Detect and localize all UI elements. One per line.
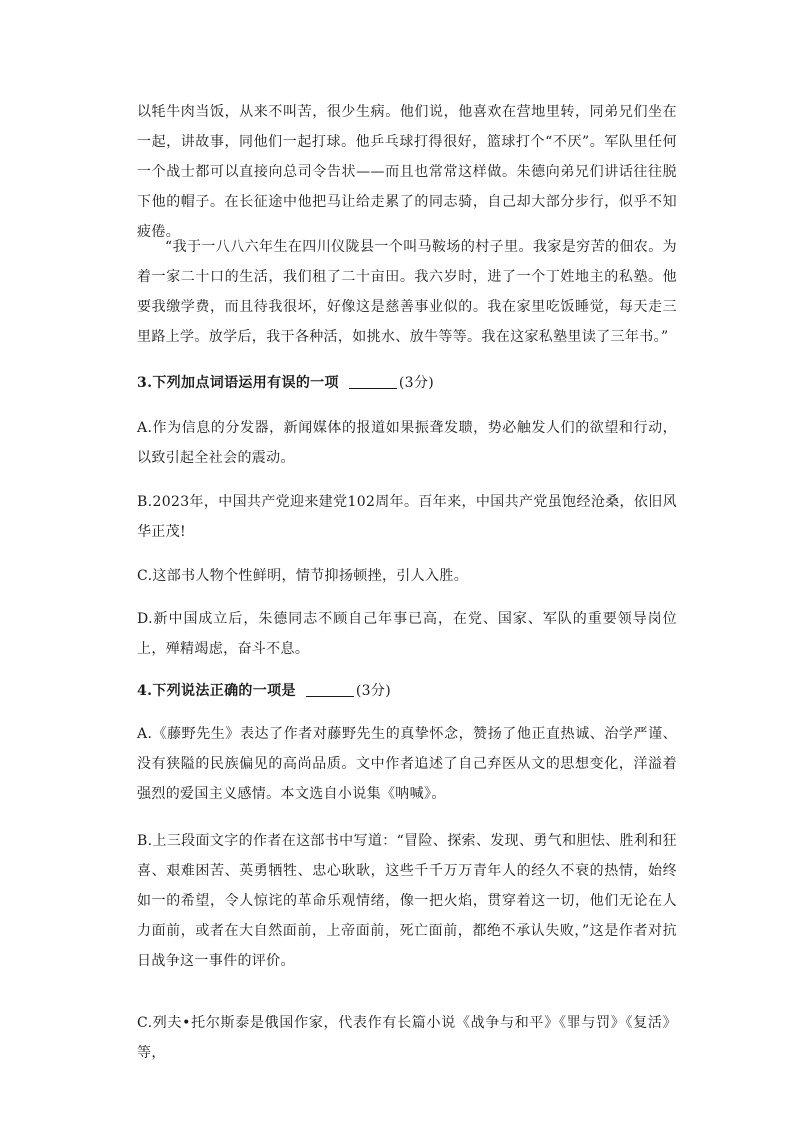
question-4-text: 4.下列说法正确的一项是 [137,683,296,699]
answer-blank[interactable] [349,374,397,389]
answer-blank[interactable] [306,682,354,697]
question-3-option-d: D.新中国成立后，朱德同志不顾自己年事已高，在党、国家、军队的重要领导岗位上，殚精竭虑，奋斗不息。 [137,611,677,657]
passage-paragraph-1: 以牦牛肉当饭，从来不叫苦，很少生病。他们说，他喜欢在营地里转，同弟兄们坐在一起，讲故事，同他们一起打球。他乒乓球打得很好，篮球打个“不厌”。军队里任何一个战士都可以直接向总司令告状——而且也常常这样做。朱德向弟兄们讲话往往脱下他的帽子。在长征途中他把马让给走累了的同志骑，自己却大部分步行，似乎不知疲倦。 [137,104,677,240]
question-3-option-c: C.这部书人物个性鲜明，情节抑扬顿挫，引人入胜。 [137,568,469,584]
passage-paragraph-2: “我于一八八六年生在四川仪陇县一个叫马鞍场的村子里。我家是穷苦的佃农。为着一家二十口的生活，我们租了二十亩田。我六岁时，进了一个丁姓地主的私塾。他要我缴学费，而且待我很坏，好像这是慈善事业似的。我在家里吃饭睡觉，每天走三里路上学。放学后，我干各种活，如挑水、放牛等等。我在这家私塾里读了三年书。” [137,239,677,345]
question-4-score: (3分) [355,683,392,699]
question-4-option-a: A.《藤野先生》表达了作者对藤野先生的真挚怀念，赞扬了他正直热诚、治学严谨、没有狭隘的民族偏见的高尚品质。文中作者追述了自己弃医从文的思想变化，洋溢着强烈的爱国主义感情。本文选自小说集《呐喊》。 [137,726,677,802]
question-3-option-b: B.2023年，中国共产党迎来建党102周年。百年来，中国共产党虽饱经沧桑，依旧风华正茂! [137,494,677,540]
question-4-option-b: B.上三段面文字的作者在这部书中写道：“冒险、探索、发现、勇气和胆怯、胜利和狂喜、艰难困苦、英勇牺牲、忠心耿耿，这些千千万万青年人的经久不衰的热情，始终如一的希望，令人惊诧的革命乐观情绪，像一把火焰，贯穿着这一切，他们无论在人力面前，或者在大自然面前，上帝面前，死亡面前，都绝不承认失败，”这是作者对抗日战争这一事件的评价。 [137,833,677,969]
question-4-option-c: C.列夫•托尔斯泰是俄国作家，代表作有长篇小说《战争与和平》《罪与罚》《复活》等， [137,1015,677,1061]
question-3-text: 3.下列加点词语运用有误的一项 [137,375,339,391]
question-4-stem [137,676,677,706]
question-3-stem [137,368,677,398]
question-3-score: (3分) [398,375,435,391]
question-3-option-a: A.作为信息的分发器，新闻媒体的报道如果振聋发聩，势必触发人们的欲望和行动，以致引起全社会的震动。 [137,420,677,466]
